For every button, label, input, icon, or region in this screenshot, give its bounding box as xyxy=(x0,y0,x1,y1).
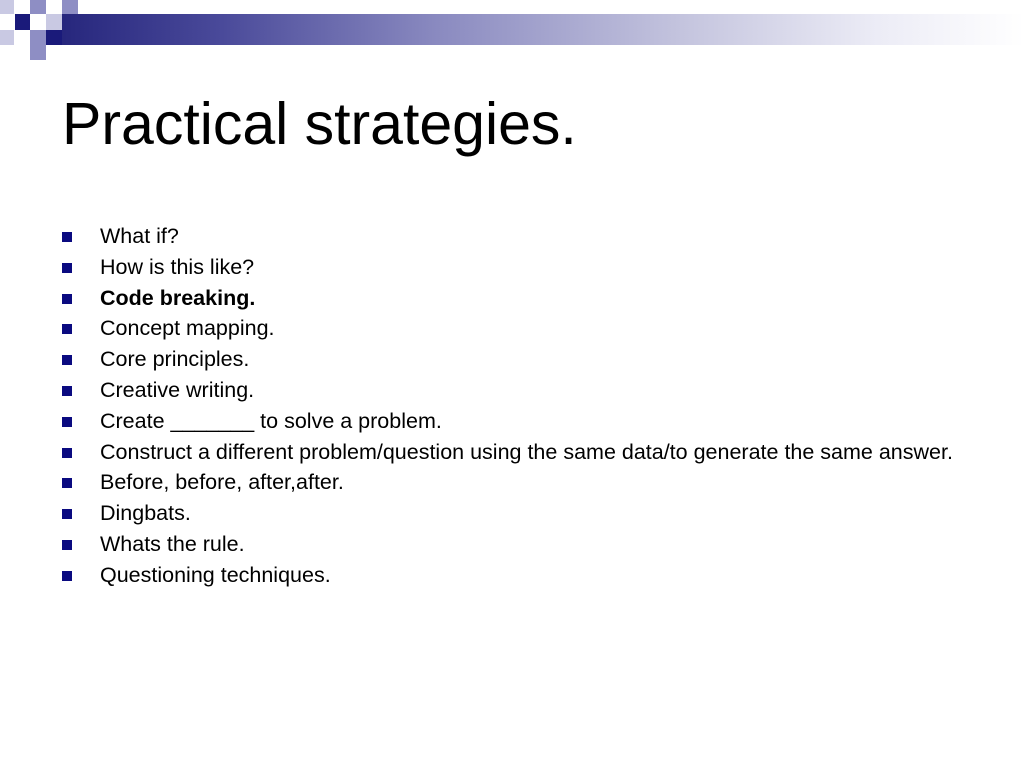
square-bullet-icon xyxy=(62,448,72,458)
decor-square xyxy=(30,30,46,45)
bullet-item xyxy=(62,378,962,402)
gradient-bar xyxy=(46,14,1024,45)
bullet-item xyxy=(62,563,962,587)
decor-square xyxy=(30,0,46,14)
decor-square xyxy=(46,14,62,30)
bullet-text: Before, before, after,after. xyxy=(100,470,344,495)
square-bullet-icon xyxy=(62,263,72,273)
decor-square xyxy=(30,45,46,60)
square-bullet-icon xyxy=(62,386,72,396)
bullet-item xyxy=(62,316,962,340)
square-bullet-icon xyxy=(62,294,72,304)
decor-square xyxy=(0,30,14,45)
bullet-item xyxy=(62,409,962,433)
decor-square xyxy=(0,0,14,14)
bullet-item xyxy=(62,255,962,279)
square-bullet-icon xyxy=(62,232,72,242)
bullet-text: Dingbats. xyxy=(100,501,191,526)
bullet-item xyxy=(62,440,962,464)
square-bullet-icon xyxy=(62,355,72,365)
square-bullet-icon xyxy=(62,509,72,519)
square-bullet-icon xyxy=(62,571,72,581)
bullet-item xyxy=(62,532,962,556)
bullet-item xyxy=(62,347,962,371)
decor-square xyxy=(46,30,62,45)
square-bullet-icon xyxy=(62,540,72,550)
bullet-item xyxy=(62,501,962,525)
bullet-item xyxy=(62,470,962,494)
bullet-text: Construct a different problem/question using the same data/to generate the same answer. xyxy=(100,439,953,464)
bullet-text: Whats the rule. xyxy=(100,531,245,556)
slide-title: Practical strategies. xyxy=(62,91,577,157)
bullet-text: Creative writing. xyxy=(100,377,255,402)
bullet-list xyxy=(62,224,962,594)
bullet-text: Create _______ to solve a problem. xyxy=(100,408,442,433)
bullet-item xyxy=(62,286,962,310)
bullet-text: Code breaking. xyxy=(100,285,256,310)
square-bullet-icon xyxy=(62,324,72,334)
bullet-text: What if? xyxy=(100,224,179,248)
decor-square xyxy=(62,0,78,14)
header-decoration xyxy=(0,0,1024,60)
bullet-text: Questioning techniques. xyxy=(100,562,331,587)
square-bullet-icon xyxy=(62,417,72,427)
decor-square xyxy=(15,14,30,30)
bullet-text: Core principles. xyxy=(100,347,250,372)
bullet-text: How is this like? xyxy=(100,254,255,279)
bullet-item xyxy=(62,224,962,248)
square-bullet-icon xyxy=(62,478,72,488)
bullet-text: Concept mapping. xyxy=(100,316,275,341)
